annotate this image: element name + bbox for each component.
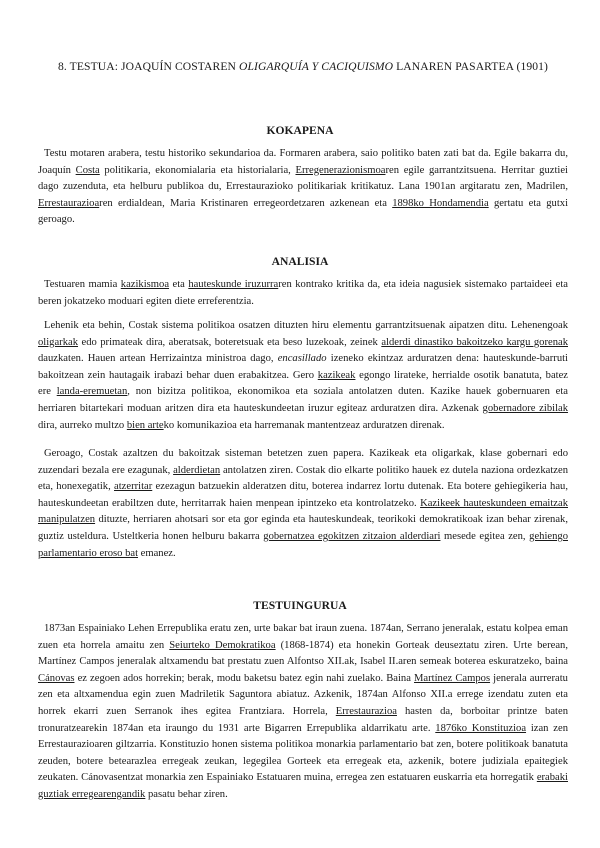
text-run: izan zen Errestaurazioaren giltzarria. Konstituzio honen sistema politikoa monarkia parlamentario bat zen, botere politikoak banatuta zeuden, botere betearazlea erregeak zeukan, legegilea Gorteek eta erregeak eta, azkenik, botere judiziala epaitegiek zeukaten. Cánovasentzat monarkia zen Espainiako Estatuaren muina, erregea zen estatuaren euskarria eta horregatik (38, 722, 568, 784)
underlined-term: atzerritar (114, 481, 153, 493)
underlined-term: erabaki guztiak erregearengandik (38, 772, 568, 800)
title-prefix: 8. TESTUA: JOAQUÍN COSTAREN (57, 60, 240, 73)
document-title (38, 60, 568, 73)
text-run: ez zegoen ados horrekin; berak, modu baketsu batez egin nahi zuelako. Baina (74, 672, 415, 684)
text-run: ren kontrako kritika da, eta ideia nagusiek sistemako partaideei eta beren jokatzeko moduari egiten diete erreferentzia. (38, 279, 568, 307)
underlined-term: Kazikeek hauteskundeen emaitzak manipulatzen (38, 497, 568, 526)
text-run: dira, aurreko multzo (38, 419, 127, 431)
text-run: Testu motaren arabera, testu historiko sekundarioa da. Formaren arabera, saio politiko baten zati bat da. Egile bakarra du, Joaquín (38, 148, 568, 176)
text-run: Geroago, Costak azaltzen du bakoitzak sisteman betetzen zuen papera. Kazikeak eta oligarkak, klase gobernari edo zuzendari bezala ere ezagunak, (38, 448, 568, 476)
paragraph-analisia-1 (38, 277, 568, 310)
underlined-term: Erregenerazionismoa (295, 164, 386, 176)
paragraph-kokapena-1 (38, 146, 568, 229)
heading-analisia: ANALISIA (271, 255, 329, 268)
underlined-term: landa-eremuetan (56, 386, 128, 398)
text-run: pasatu behar ziren. (145, 788, 228, 800)
paragraph-analisia-3 (38, 446, 568, 562)
text-run: Lehenik eta behin, Costak sistema politikoa osatzen dituzten hiru elementu garrantzitsuenak aipatzen ditu. Lehenengoak (44, 320, 568, 331)
text-run: ko komunikazioa eta harremanak mantentzeaz arduratzen direnak. (163, 419, 445, 431)
text-run: 1873an Espainiako Lehen Errepublika eratu zen, urte bakar bat iraun zuena. 1874an, Serrano jeneralak, estatu kolpea eman zuen eta horrela amaitu zen (38, 623, 568, 651)
text-run: ezezagun batzuekin alderatzen ditu, boterea indarrez lortu dutenak. Eta botere gehiegikeria hau, hauteskundeetan erabiltzen dute, herritarrak haien menpean ipintzeko eta kontrolatzeko. (38, 481, 568, 509)
title-book-name: OLIGARQUÍA Y CACIQUISMO (239, 60, 394, 73)
underlined-term: Errestaurazioa (335, 705, 397, 717)
underlined-term: 1876ko Konstituzioa (435, 722, 527, 734)
underlined-term: hauteskunde iruzurra (188, 279, 279, 290)
underlined-term: gobernatzea egokitzen zitzaion alderdiari (263, 530, 441, 542)
text-run: eta (169, 279, 189, 290)
text-run: hasten da, borboitar printze baten tronuratzearekin 1874an eta iraungo du 1931 arte Bigarren Errepublika aldarrikatu arte. (38, 705, 569, 734)
underlined-term: alderdi dinastiko bakoitzeko kargu gorenak (381, 336, 568, 348)
text-run: mesede egitea zen, (440, 530, 530, 542)
text-run: gertatu eta gutxi geroago. (38, 197, 569, 226)
underlined-term: gehiengo parlamentario eroso bat (38, 530, 568, 559)
underlined-term: bien arte (126, 419, 164, 431)
text-run: ren erdialdean, Maria Kristinaren erregeordetzaren azkenean eta (99, 197, 393, 209)
text-run: dituzte, herriaren ahotsari sor eta gor eginda eta hauteskundeak, teorikoki demokratikoak izan behar zirenak, guztiz usteldura. Usteltkeria honen helburu bakarra (38, 514, 568, 542)
heading-kokapena: KOKAPENA (266, 124, 334, 137)
text-run: jenerala aurreratu zen eta altxamendua egin zuen Madriletik Saguntora abiatuz. Azkenik, 1874an Alfonso XII.a errege izendatu zuten eta horrek ekarri zuen Serranok ihes egitea Frantziara. Horrela, (38, 672, 568, 717)
paragraph-analisia-2 (38, 318, 568, 434)
title-suffix: LANAREN PASARTEA (1901) (393, 60, 549, 73)
underlined-term: Seiurteko Demokratikoa (169, 639, 276, 651)
heading-testuingurua: TESTUINGURUA (253, 599, 347, 612)
underlined-term: kazikismoa (120, 279, 170, 290)
text-run: emanez. (138, 547, 176, 559)
underlined-term: Cánovas (38, 672, 75, 684)
text-run: (1868-1874) eta honekin Gorteak deuseztatu ziren. Urte berean, Martínez Campos jeneralak altxamendu bat prestatu zuen Alfontso XII.ak, Isabel II.aren semeak boterea eskuratzeko, baina (38, 639, 568, 668)
underlined-term: Errestaurazioa (38, 197, 100, 209)
text-run: izeneko ekintzaz arduratzen dena: hauteskunde-barruti bakoitzean zein hautagaik irabazi behar duen erabakitzea. Gero (38, 353, 569, 381)
text-run: politikaria, ekonomialaria eta historialaria, (99, 164, 296, 176)
underlined-term: alderdietan (173, 464, 221, 476)
underlined-term: Martínez Campos (414, 672, 491, 684)
underlined-term: oligarkak (38, 336, 79, 348)
paragraph-testuingurua-1 (38, 621, 568, 804)
italic-term: encasillado (277, 353, 327, 365)
underlined-term: 1898ko Hondamendia (392, 197, 489, 209)
text-run: egongo lirateke, herrialde osotik banatuta, batez ere (38, 369, 568, 398)
underlined-term: kazikeak (317, 369, 356, 381)
text-run: ren egile garrantzitsuena. Herritar guztiei dago zuzenduta, eta helburu publikoa du, Errestaurazioko politikariak kritikatuz. Lana 1901an argitaratu zen, Madrilen, (38, 164, 568, 193)
text-run: edo primateak dira, aberatsak, boteretsuak eta beso luzekoak, zeinek (78, 336, 382, 348)
text-run: Testuaren mamia (44, 279, 121, 290)
text-run: dauzkaten. Hauen artean Herrizaintza ministroa dago, (38, 353, 278, 365)
text-run: antolatzen ziren. Costak dio elkarte politiko hauek ez dutela naziona ordezkatzen eta, honexegatik, (38, 464, 568, 493)
underlined-term: gobernadore zibilak (482, 402, 569, 414)
text-run: , non bizitza politikoa, ekonomikoa eta soziala antolatzen duten. Kazike hauek gobernuaren eta herriaren bitartekari moduan aritzen dira eta hauteskundeetan iruzur egiteaz arduratzen dira. Azkenak (38, 386, 568, 414)
underlined-term: Costa (75, 164, 100, 176)
